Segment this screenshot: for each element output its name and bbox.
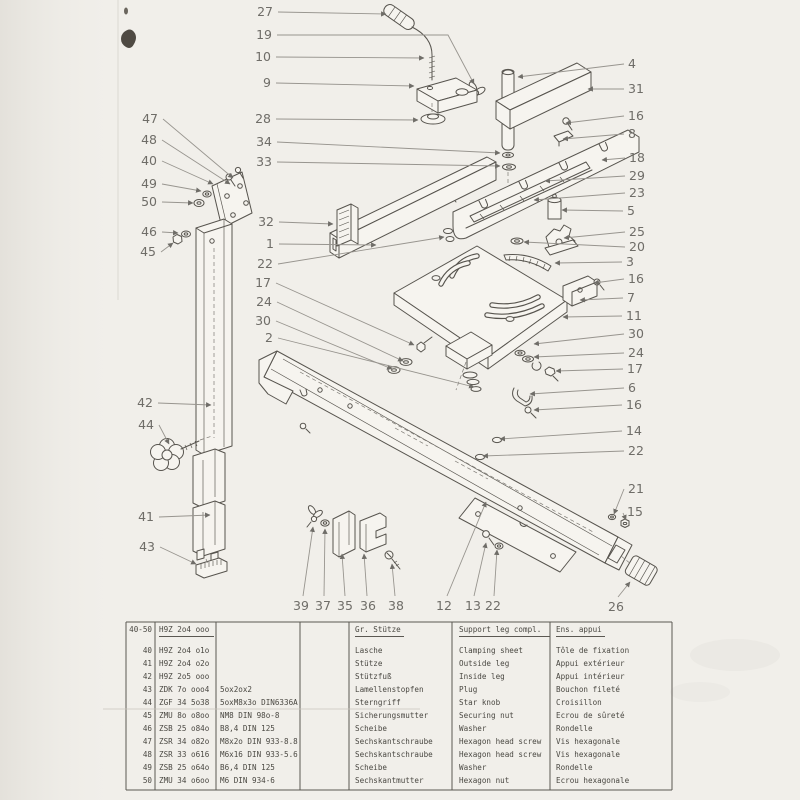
callout-24: 24 [256, 294, 272, 309]
table-row-44-code: ZGF 34 5o38 [159, 698, 210, 707]
leader-line-22 [483, 451, 624, 456]
part-washer-21 [608, 514, 615, 519]
part-washer-24-left [400, 359, 412, 366]
part-main-beam [259, 351, 632, 570]
table-row-48-de: Sechskantschraube [355, 750, 433, 759]
table-row-48-no: 48 [142, 750, 152, 759]
table-row-44-no: 44 [142, 698, 152, 707]
leader-line-49 [162, 184, 201, 191]
part-end-cap-26 [624, 554, 659, 586]
callout-43: 43 [139, 539, 155, 554]
callout-22: 22 [257, 256, 273, 271]
table-row-49-en: Washer [459, 763, 487, 772]
table-row-43-de: Lamellenstopfen [355, 685, 424, 694]
table-row-44-en: Star knob [459, 698, 501, 707]
part-screw-16-bottom [525, 407, 536, 418]
leader-line-17 [556, 369, 623, 371]
callout-36: 36 [360, 598, 376, 613]
table-row-43-no: 43 [142, 685, 152, 694]
callout-2: 2 [265, 330, 273, 345]
leader-line-30 [534, 334, 624, 344]
part-washer-34 [503, 152, 514, 157]
callout-22: 22 [485, 598, 501, 613]
leader-line-22 [494, 550, 497, 596]
leader-line-37 [324, 529, 325, 596]
callout-41: 41 [138, 509, 154, 524]
leader-line-5 [562, 210, 623, 211]
callout-16: 16 [628, 108, 644, 123]
part-washer-37 [321, 520, 329, 526]
table-row-41-no: 41 [142, 659, 152, 668]
leader-line-17 [276, 283, 414, 345]
callout-44: 44 [138, 417, 154, 432]
part-washer-33 [503, 164, 516, 170]
callout-16: 16 [628, 271, 644, 286]
table-row-48-fr: Vis hexagonale [556, 750, 621, 759]
callout-46: 46 [141, 224, 157, 239]
callout-40: 40 [141, 153, 157, 168]
callout-22: 22 [628, 443, 644, 458]
callout-34: 34 [256, 134, 272, 149]
callout-1: 1 [266, 236, 274, 251]
leader-line-39 [303, 527, 313, 596]
table-row-42-no: 42 [142, 672, 152, 681]
callout-42: 42 [137, 395, 153, 410]
callout-10: 10 [255, 49, 271, 64]
table-row-45-de: Sicherungsmutter [355, 711, 429, 720]
table-header-de: Gr. Stütze [355, 625, 401, 634]
leader-line-47 [163, 119, 233, 178]
leader-line-40 [162, 161, 213, 184]
table-row-50-fr: Ecrou hexagonale [556, 776, 630, 785]
table-row-47-size: M8x2o DIN 933-8.8 [220, 737, 298, 746]
part-channel-clip-35 [333, 511, 355, 557]
part-clip-6 [513, 388, 533, 406]
table-row-44-fr: Croisillon [556, 698, 602, 707]
table-row-41-de: Stütze [355, 659, 383, 668]
table-row-40-code: H9Z 2o4 o1o [159, 646, 210, 655]
table-row-41-fr: Appui extérieur [556, 659, 625, 668]
table-row-47-fr: Vis hexagonale [556, 737, 621, 746]
table-header-code: H9Z 2o4 ooo [159, 625, 210, 634]
leader-line-28 [276, 119, 418, 120]
leader-line-11 [563, 316, 622, 317]
callout-19: 19 [256, 27, 272, 42]
part-clamping-sheet-40 [212, 172, 252, 228]
callout-28: 28 [255, 111, 271, 126]
callout-18: 18 [629, 150, 645, 165]
table-header-no: 40-50 [129, 625, 152, 634]
callout-24: 24 [628, 345, 644, 360]
callout-3: 3 [626, 254, 634, 269]
table-row-43-code: ZDK 7o ooo4 [159, 685, 210, 694]
table-row-47-de: Sechskantschraube [355, 737, 433, 746]
callout-6: 6 [628, 380, 636, 395]
table-row-45-size: NM8 DIN 98o-8 [220, 711, 280, 720]
callout-4: 4 [628, 56, 636, 71]
callout-16: 16 [626, 397, 642, 412]
callout-48: 48 [141, 132, 157, 147]
table-header-fr: Ens. appui [556, 625, 602, 634]
table-row-48-en: Hexagon head screw [459, 750, 542, 759]
table-row-40-en: Clamping sheet [459, 646, 524, 655]
table-row-44-de: Sterngriff [355, 698, 401, 707]
table-row-40-de: Lasche [355, 646, 383, 655]
table-row-42-de: Stützfuß [355, 672, 392, 681]
ink-blot [121, 30, 136, 49]
table-row-40-fr: Tôle de fixation [556, 646, 630, 655]
table-row-47-no: 47 [142, 737, 152, 746]
part-washers-49-50 [194, 191, 211, 207]
table-row-50-code: ZMU 34 o6oo [159, 776, 210, 785]
leader-line-16 [534, 405, 622, 410]
callout-11: 11 [626, 308, 642, 323]
exploded-parts-drawing [151, 2, 659, 586]
table-row-43-en: Plug [459, 685, 478, 694]
table-row-50-size: M6 DIN 934-6 [220, 776, 275, 785]
callout-17: 17 [627, 361, 643, 376]
leader-line-24 [534, 353, 624, 357]
table-row-49-code: ZSB 25 o64o [159, 763, 210, 772]
table-row-42-code: H9Z 2o5 ooo [159, 672, 210, 681]
callout-25: 25 [629, 224, 645, 239]
callout-14: 14 [626, 423, 642, 438]
callout-47: 47 [142, 111, 158, 126]
leader-line-6 [530, 388, 624, 394]
leader-line-45 [161, 243, 173, 252]
table-row-45-fr: Ecrou de sûreté [556, 711, 625, 720]
callout-8: 8 [628, 126, 636, 141]
ink-speck [124, 8, 128, 15]
leader-line-27 [278, 12, 386, 14]
callout-30: 30 [255, 313, 271, 328]
callout-15: 15 [627, 504, 643, 519]
callout-35: 35 [337, 598, 353, 613]
part-clamp-25 [545, 225, 578, 255]
part-bolt-17-left [417, 337, 432, 352]
leader-line-43 [160, 547, 196, 564]
part-outside-leg-42 [196, 219, 232, 455]
callout-50: 50 [141, 194, 157, 209]
table-row-47-en: Hexagon head screw [459, 737, 542, 746]
table-row-45-en: Securing nut [459, 711, 514, 720]
callout-13: 13 [465, 598, 481, 613]
table-row-41-en: Outside leg [459, 659, 510, 668]
table-row-49-no: 49 [142, 763, 152, 772]
callout-37: 37 [315, 598, 331, 613]
table-row-40-no: 40 [142, 646, 152, 655]
callout-27: 27 [257, 4, 273, 19]
callout-32: 32 [258, 214, 274, 229]
table-row-46-fr: Rondelle [556, 724, 593, 733]
callout-23: 23 [629, 185, 645, 200]
part-screw-16-top [563, 118, 572, 130]
leader-line-21 [614, 489, 624, 514]
callout-7: 7 [627, 290, 635, 305]
parts-table [103, 622, 672, 790]
part-clamp-body [417, 78, 477, 113]
table-row-48-size: M6x16 DIN 933-5.6 [220, 750, 298, 759]
callout-45: 45 [140, 244, 156, 259]
part-block-32 [337, 204, 358, 246]
part-clamp-pad [421, 114, 445, 124]
leader-line-26 [618, 582, 630, 597]
leader-line-34 [277, 142, 500, 153]
table-row-41-code: H9Z 2o4 o2o [159, 659, 210, 668]
callout-12: 12 [436, 598, 452, 613]
table-row-42-fr: Appui intérieur [556, 672, 625, 681]
leader-line-13 [474, 543, 486, 596]
part-clip-36 [360, 513, 386, 552]
leader-line-38 [392, 564, 395, 596]
callout-5: 5 [627, 203, 635, 218]
callout-20: 20 [629, 239, 645, 254]
table-row-48-code: ZSR 33 o616 [159, 750, 210, 759]
table-row-50-en: Hexagon nut [459, 776, 510, 785]
part-handle-grip [382, 2, 417, 31]
part-fastener-stack-right [515, 350, 558, 381]
leader-line-19 [277, 35, 474, 84]
part-bracket-7 [563, 276, 597, 306]
table-row-46-size: B8,4 DIN 125 [220, 724, 275, 733]
leader-line-50 [162, 202, 193, 203]
callout-30: 30 [628, 326, 644, 341]
table-header-en: Support leg compl. [459, 625, 542, 634]
part-plug-43 [196, 558, 227, 578]
table-row-49-fr: Rondelle [556, 763, 593, 772]
table-row-49-de: Scheibe [355, 763, 388, 772]
callout-26: 26 [608, 599, 624, 614]
leader-line-9 [276, 83, 414, 86]
table-row-50-de: Sechskantmutter [355, 776, 424, 785]
leader-line-35 [342, 554, 345, 596]
table-row-46-code: ZSB 25 o84o [159, 724, 210, 733]
table-row-49-size: B6,4 DIN 125 [220, 763, 275, 772]
leader-line-16 [566, 116, 624, 123]
callout-9: 9 [263, 75, 271, 90]
callout-39: 39 [293, 598, 309, 613]
table-row-42-en: Inside leg [459, 672, 505, 681]
part-washer-20 [511, 238, 523, 244]
callout-49: 49 [141, 176, 157, 191]
table-row-46-de: Scheibe [355, 724, 388, 733]
table-row-45-no: 45 [142, 711, 152, 720]
leader-line-33 [277, 162, 500, 166]
leader-line-32 [279, 222, 333, 224]
part-leg-channel-upper [193, 449, 225, 508]
callout-38: 38 [388, 598, 404, 613]
table-row-43-fr: Bouchon fileté [556, 685, 621, 694]
leader-line-25 [564, 232, 625, 238]
leader-line-36 [364, 554, 367, 596]
callout-29: 29 [629, 168, 645, 183]
leader-line-46 [162, 232, 178, 233]
leader-line-10 [276, 57, 424, 58]
part-inside-leg-41 [193, 501, 225, 563]
table-row-45-code: ZMU 8o o8oo [159, 711, 210, 720]
table-row-50-no: 50 [142, 776, 152, 785]
part-washer-22 [495, 543, 503, 549]
table-row-44-size: 5oxM8x3o DIN6336A [220, 698, 298, 707]
table-row-46-en: Washer [459, 724, 487, 733]
table-text-layer [129, 625, 629, 785]
callout-31: 31 [628, 81, 644, 96]
table-row-46-no: 46 [142, 724, 152, 733]
callout-33: 33 [256, 154, 272, 169]
table-row-43-size: 5ox2ox2 [220, 685, 253, 694]
part-nut-15 [621, 519, 629, 528]
leader-line-3 [555, 262, 622, 263]
table-row-47-code: ZSR 34 o82o [159, 737, 210, 746]
callout-17: 17 [255, 275, 271, 290]
leader-line-14 [500, 431, 622, 439]
callout-21: 21 [628, 481, 644, 496]
